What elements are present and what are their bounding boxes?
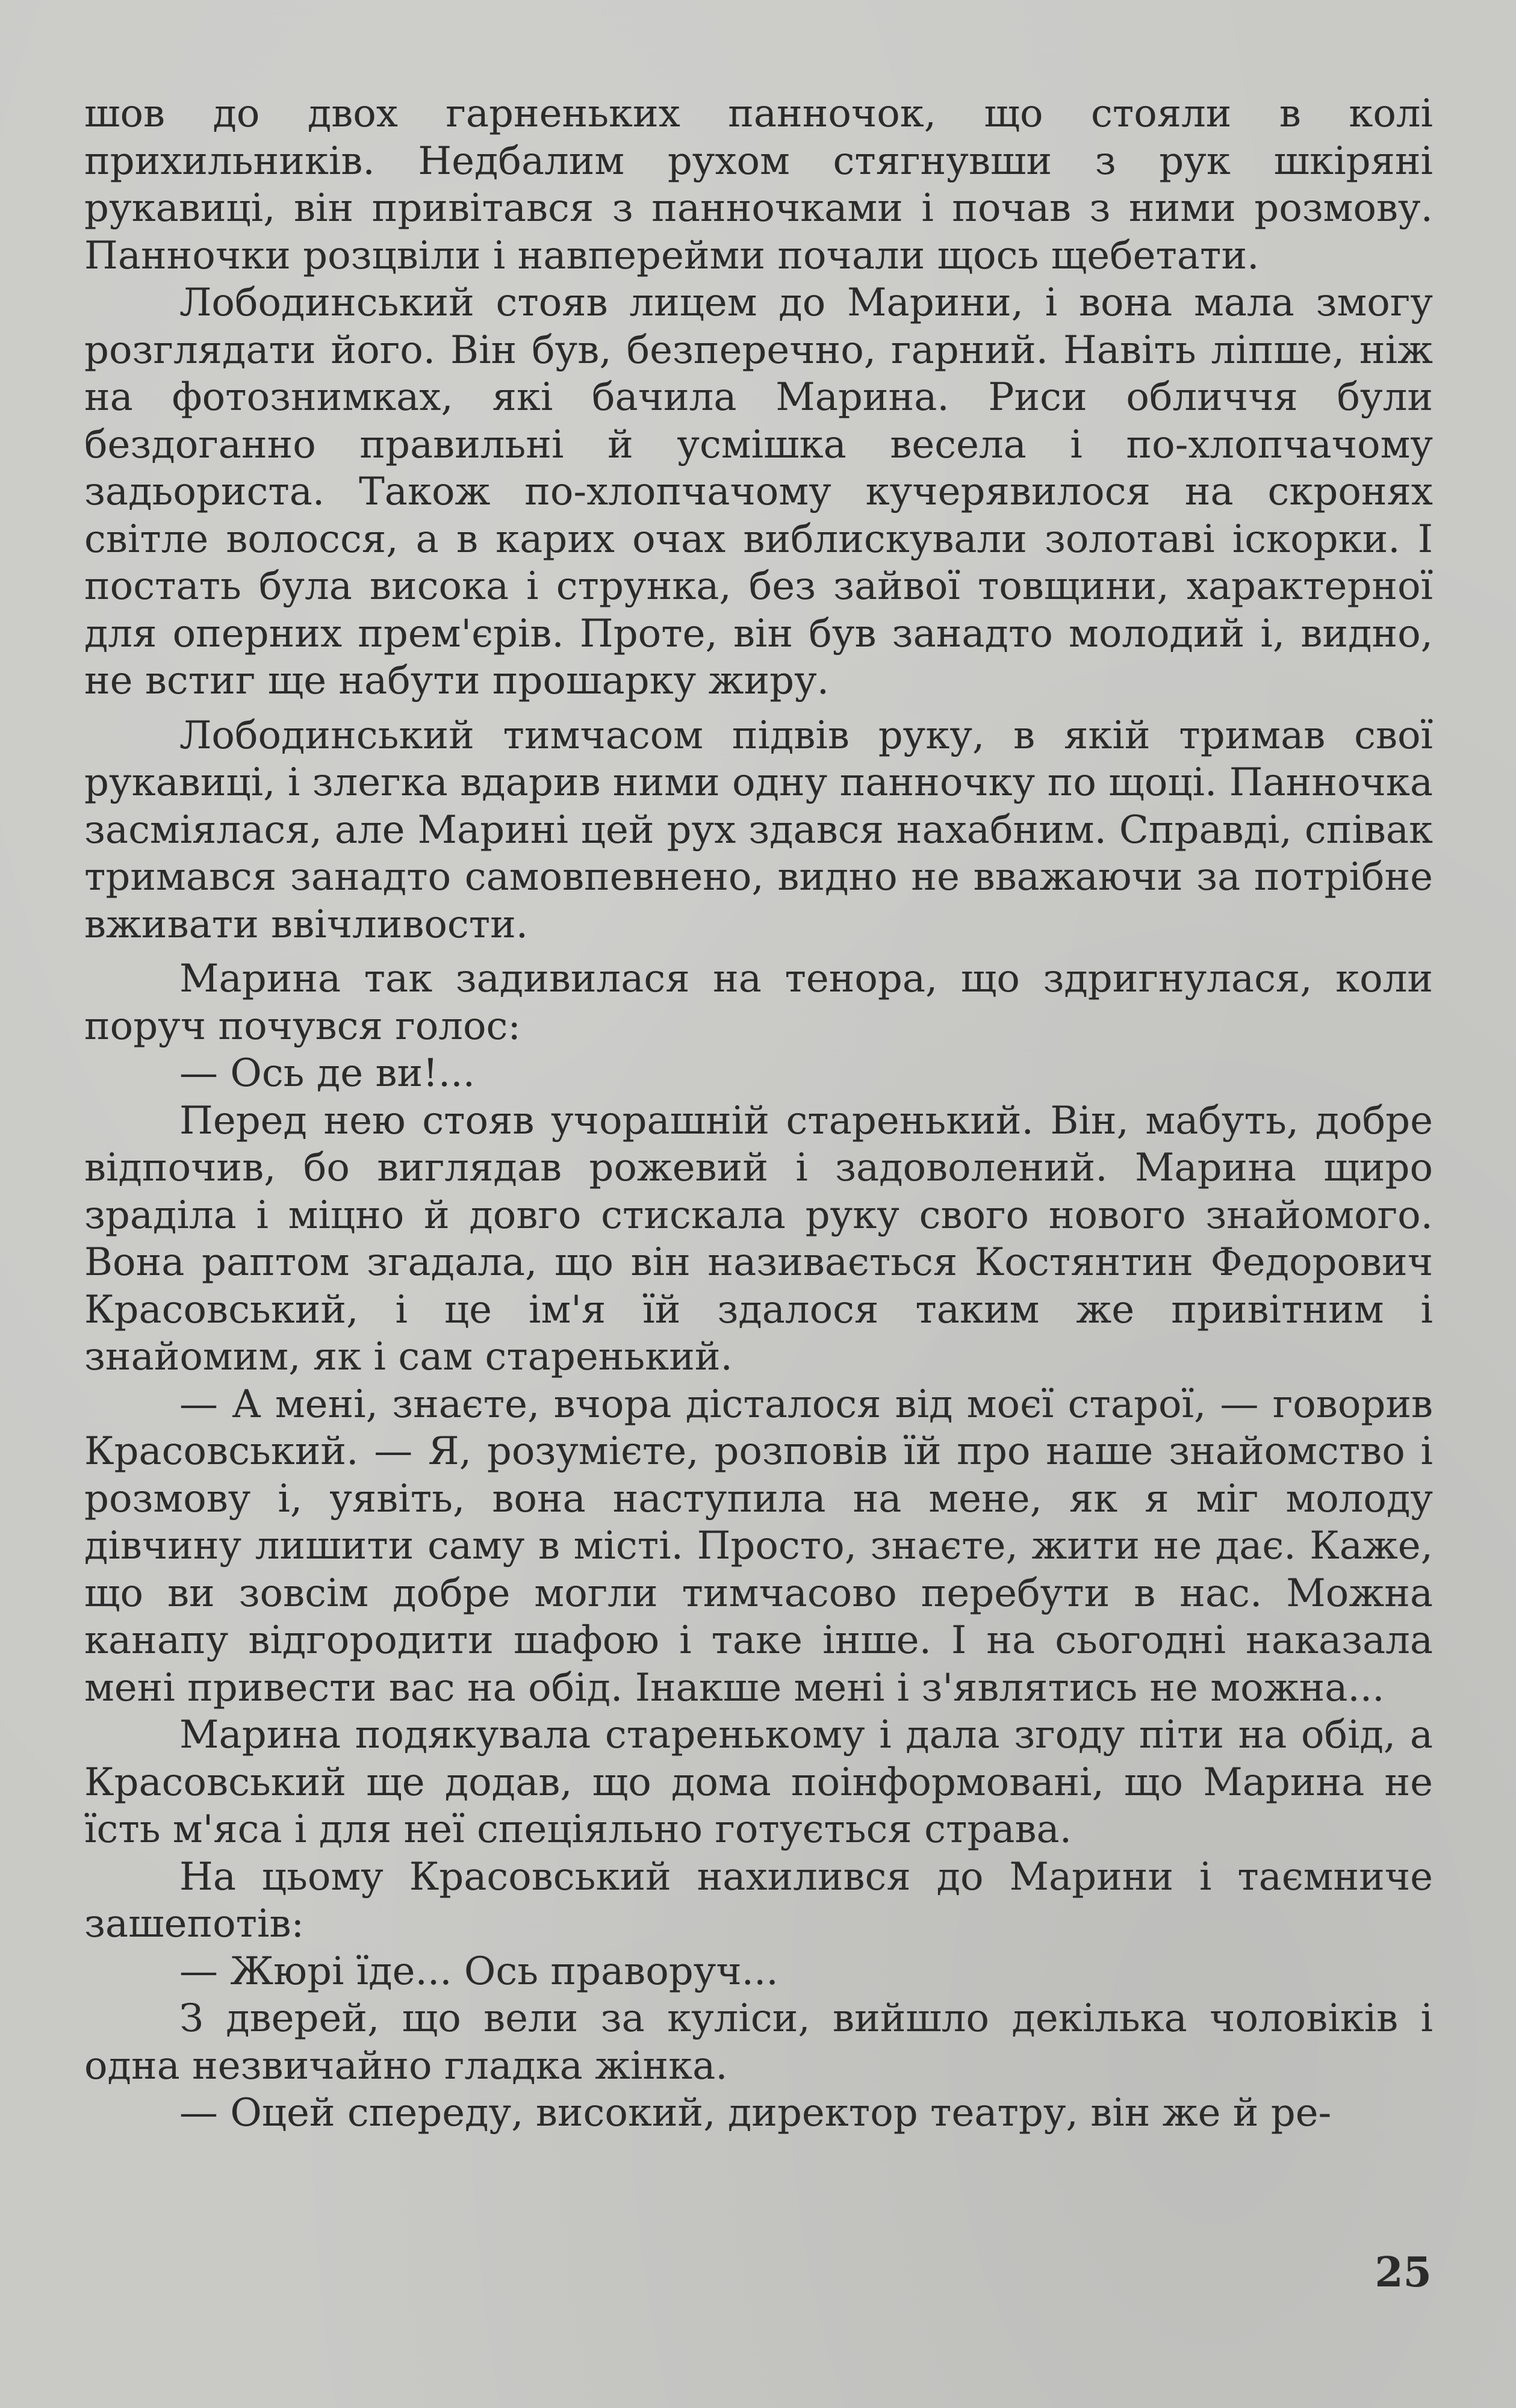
paragraph-9: На цьому Красовський нахилився до Марини і таємниче зашепотів: — [84, 1854, 1433, 1946]
page-number: 25 — [1375, 2248, 1432, 2297]
paragraph-11: З дверей, що вели за куліси, вийшло декілька чоловіків і одна незвичайно гладка жінка. — [84, 1996, 1433, 2088]
paragraph-6: Перед нею стояв учорашній старенький. Він, мабуть, добре відпочив, бо виглядав рожевий і задоволений. Марина щиро зраділа і міцно й довго стискала руку свого нового знайомого. Вона раптом згадала, що він називається Костянтин Федорович Красовський, і це ім'я їй здалося таким же привітним і знайомим, як і сам старенький. — [84, 1098, 1433, 1379]
paragraph-8: Марина подякувала старенькому і дала згоду піти на обід, а Красовський ще додав, що дома поінформовані, що Марина не їсть м'яса і для неї спеціяльно готується страва. — [84, 1713, 1433, 1852]
paragraph-2: Лободинський стояв лицем до Марини, і вона мала змогу розглядати його. Він був, безперечно, гарний. Навіть ліпше, ніж на фотознимках, які бачила Марина. Риси обличчя були бездоганно правильні й усмішка весела і по-хлопчачому задьориста. Також по-хлопчачому кучерявилося на скронях світле волосся, а в карих очах виблискували золотаві іскорки. І постать була висока і струнка, без зайвої товщини, характерної для оперних прем'єрів. Проте, він був занадто молодий і, видно, не встиг ще набути прошарку жиру. — [84, 281, 1433, 703]
paragraph-12: — Оцей спереду, високий, директор театру, він же й ре- — [179, 2091, 1332, 2135]
paragraph-5: — Ось де ви!... — [179, 1051, 475, 1096]
paragraph-7: — А мені, знаєте, вчора дісталося від моєї старої, — говорив Красовський. — Я, розумієте, розповів їй про наше знайомство і розмову і, уявіть, вона наступила на мене, як я міг молоду дівчину лишити саму в місті. Просто, знаєте, жити не дає. Каже, що ви зовсім добре могли тимчасово перебути в нас. Можна канапу відгородити шафою і таке інше. І на сьогодні наказала мені привести вас на обід. Інакше мені і з'являтись не можна... — [84, 1382, 1433, 1710]
paragraph-10: — Жюрі їде... Ось праворуч... — [179, 1949, 778, 1994]
page-text — [84, 90, 1433, 2137]
paragraph-3: Лободинський тимчасом підвів руку, в якій тримав свої рукавиці, і злегка вдарив ними одну панночку по щоці. Панночка засміялася, але Марині цей рух здався нахабним. Справді, співак тримався занадто самовпевнено, видно не вважаючи за потрібне вживати ввічливости. — [84, 713, 1433, 947]
paragraph-4: Марина так задивилася на тенора, що здригнулася, коли поруч почувся голос: — [84, 957, 1433, 1049]
paragraph-1: шов до двох гарненьких панночок, що стояли в колі прихильників. Недбалим рухом стягнувши з рук шкіряні рукавиці, він привітався з панночками і почав з ними розмову. Панночки розцвіли і навперейми почали щось щебетати. — [84, 92, 1433, 278]
